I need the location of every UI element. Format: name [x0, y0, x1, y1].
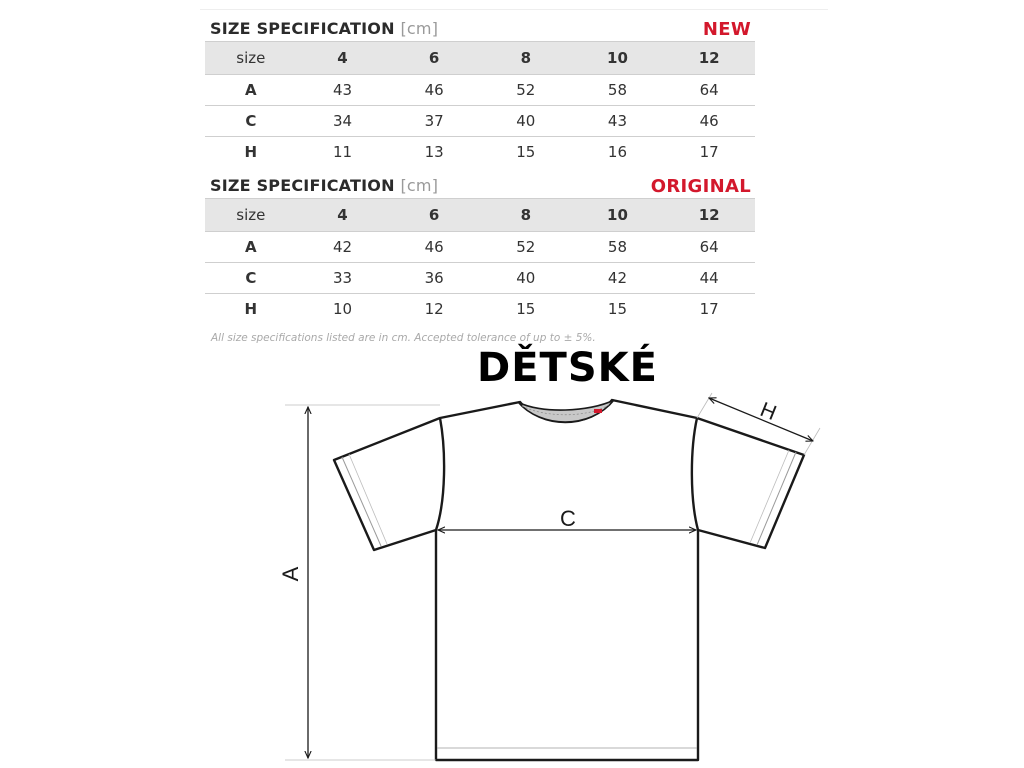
table-cell: 58 [572, 75, 664, 106]
table-cell: 10 [332, 300, 353, 318]
header-cell: 6 [388, 42, 480, 75]
table-cell: 64 [663, 75, 755, 106]
header-cell: 8 [480, 42, 572, 75]
header-row [205, 199, 755, 232]
table-cell: 44 [663, 263, 755, 294]
label-c: C [560, 506, 576, 531]
table-title: SIZE SPECIFICATION [cm] [210, 19, 439, 38]
top-divider [200, 9, 828, 10]
header-cell: 10 [572, 42, 664, 75]
table-cell: 13 [424, 143, 444, 161]
table-cell: 64 [663, 232, 755, 263]
right-sleeve-hem [750, 450, 789, 543]
measure-h-guide [804, 428, 820, 455]
header-cell: size [205, 42, 297, 75]
table-row [205, 263, 755, 294]
left-sleeve [334, 418, 440, 550]
shirt-body [436, 400, 698, 760]
table-cell: 15 [607, 300, 627, 318]
table-cell: 46 [388, 75, 480, 106]
label-a: A [278, 566, 303, 582]
header-cell: 10 [572, 199, 664, 232]
collar-tag [594, 409, 602, 413]
table-cell: 40 [480, 263, 572, 294]
table-cell: 52 [480, 75, 572, 106]
size-table-original [205, 172, 755, 324]
table-cell: 15 [516, 143, 536, 161]
header-cell: 4 [297, 199, 389, 232]
table-cell: 36 [388, 263, 480, 294]
row-label: H [244, 300, 258, 318]
size-grid [205, 198, 755, 324]
tshirt-diagram [270, 375, 830, 768]
size-table-new [205, 15, 755, 167]
table-row [205, 75, 755, 106]
table-cell: 15 [516, 300, 536, 318]
label-h: H [756, 398, 780, 426]
header-cell: 4 [297, 42, 389, 75]
left-sleeve-hem [349, 454, 387, 544]
table-cell: 11 [332, 143, 353, 161]
table-cell: 46 [663, 106, 755, 137]
table-row [205, 294, 755, 325]
header-cell: 6 [388, 199, 480, 232]
unit-label: [cm] [400, 19, 439, 38]
table-cell: 34 [297, 106, 389, 137]
collar [518, 400, 614, 422]
table-cell: 12 [424, 300, 444, 318]
size-grid [205, 41, 755, 167]
row-label: C [205, 263, 297, 294]
right-sleeve-hem [757, 452, 796, 545]
table-cell: 37 [388, 106, 480, 137]
table-row [205, 137, 755, 168]
left-sleeve-hem [342, 457, 381, 546]
tolerance-note: All size specifications listed are in cm. Accepted tolerance of up to ± 5%. [211, 332, 596, 344]
row-label: C [205, 106, 297, 137]
table-header-bar [205, 15, 755, 41]
table-row [205, 106, 755, 137]
table-cell: 17 [699, 143, 719, 161]
table-cell: 33 [297, 263, 389, 294]
table-cell: 40 [480, 106, 572, 137]
table-header-bar [205, 172, 755, 198]
header-row [205, 42, 755, 75]
row-label: A [205, 232, 297, 263]
table-cell: 52 [480, 232, 572, 263]
table-title: SIZE SPECIFICATION [cm] [210, 176, 439, 195]
table-tag: NEW [702, 19, 751, 40]
table-cell: 43 [297, 75, 389, 106]
table-row [205, 232, 755, 263]
table-cell: 58 [572, 232, 664, 263]
table-cell: 43 [572, 106, 664, 137]
header-cell: size [205, 199, 297, 232]
table-cell: 42 [297, 232, 389, 263]
row-label: H [244, 143, 258, 161]
header-cell: 8 [480, 199, 572, 232]
table-tag: ORIGINAL [650, 176, 751, 197]
measure-h-guide [697, 393, 712, 418]
right-sleeve [697, 418, 804, 548]
table-cell: 46 [388, 232, 480, 263]
row-label: A [205, 75, 297, 106]
unit-label: [cm] [400, 176, 439, 195]
header-cell: 12 [663, 42, 755, 75]
table-cell: 17 [699, 300, 719, 318]
table-cell: 16 [607, 143, 627, 161]
table-cell: 42 [572, 263, 664, 294]
header-cell: 12 [663, 199, 755, 232]
category-label: DĚTSKÉ [477, 345, 658, 391]
